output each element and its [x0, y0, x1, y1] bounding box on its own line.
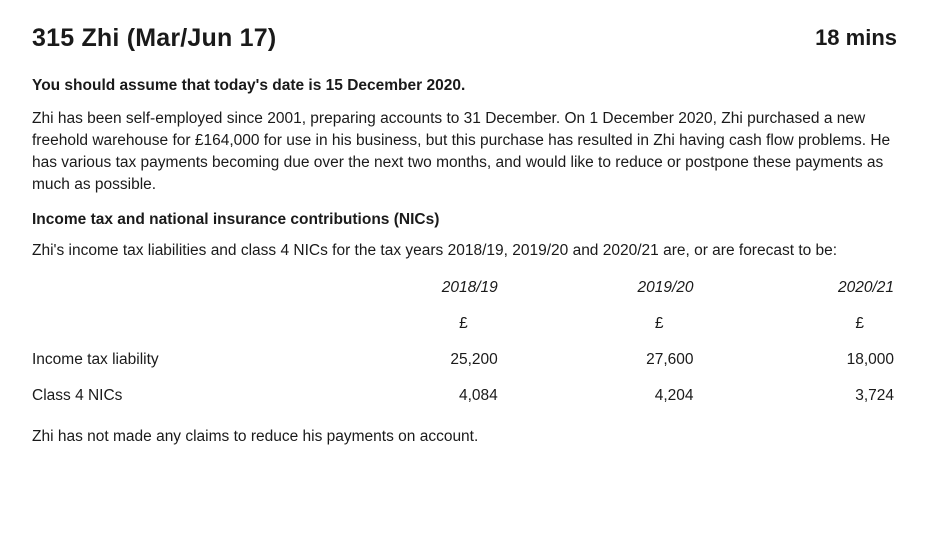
row-value: 4,084 — [458, 387, 498, 404]
table-header-year: 2018/19 — [441, 279, 498, 296]
table-currency-row — [32, 306, 894, 342]
table-row — [32, 342, 894, 378]
question-duration: 18 mins — [815, 25, 897, 50]
row-value: 18,000 — [846, 351, 894, 368]
table-currency-cell — [694, 306, 895, 342]
row-label: Class 4 NICs — [32, 387, 123, 404]
table-cell-blank — [32, 306, 302, 342]
table-header-blank — [32, 270, 302, 306]
row-value: 4,204 — [654, 387, 694, 404]
question-title: 315 Zhi (Mar/Jun 17) — [32, 23, 277, 52]
scenario-paragraph: Zhi has been self-employed since 2001, preparing accounts to 31 December. On 1 December 2020, Zhi purchased a new freehold warehouse for £164,000 for use in his business, but this purchase has resulted in Zhi having cash flow problems. He has various tax payments becoming due over the next two months, and would like to reduce or postpone these payments as much as possible. — [32, 110, 891, 193]
row-value: 3,724 — [855, 387, 894, 404]
row-value: 27,600 — [646, 351, 694, 368]
table-row — [32, 378, 894, 414]
table-header-row — [32, 270, 894, 306]
row-value: 25,200 — [450, 351, 498, 368]
table-intro-paragraph: Zhi's income tax liabilities and class 4 NICs for the tax years 2018/19, 2019/20 and 2020/21 are, or are forecast to be: — [32, 242, 838, 259]
table-currency-cell — [302, 306, 498, 342]
page-header — [32, 18, 897, 58]
table-header-year: 2020/21 — [837, 279, 894, 296]
currency-symbol: £ — [654, 315, 664, 332]
table-header-year: 2019/20 — [637, 279, 694, 296]
section-heading: Income tax and national insurance contributions (NICs) — [32, 211, 440, 228]
closing-paragraph: Zhi has not made any claims to reduce his payments on account. — [32, 428, 479, 445]
question-body — [32, 75, 894, 464]
row-label: Income tax liability — [32, 351, 159, 368]
tax-liabilities-table — [32, 270, 894, 414]
assumption-statement: You should assume that today's date is 15 December 2020. — [32, 77, 466, 94]
currency-symbol: £ — [459, 315, 468, 332]
currency-symbol: £ — [855, 315, 864, 332]
table-currency-cell — [498, 306, 694, 342]
